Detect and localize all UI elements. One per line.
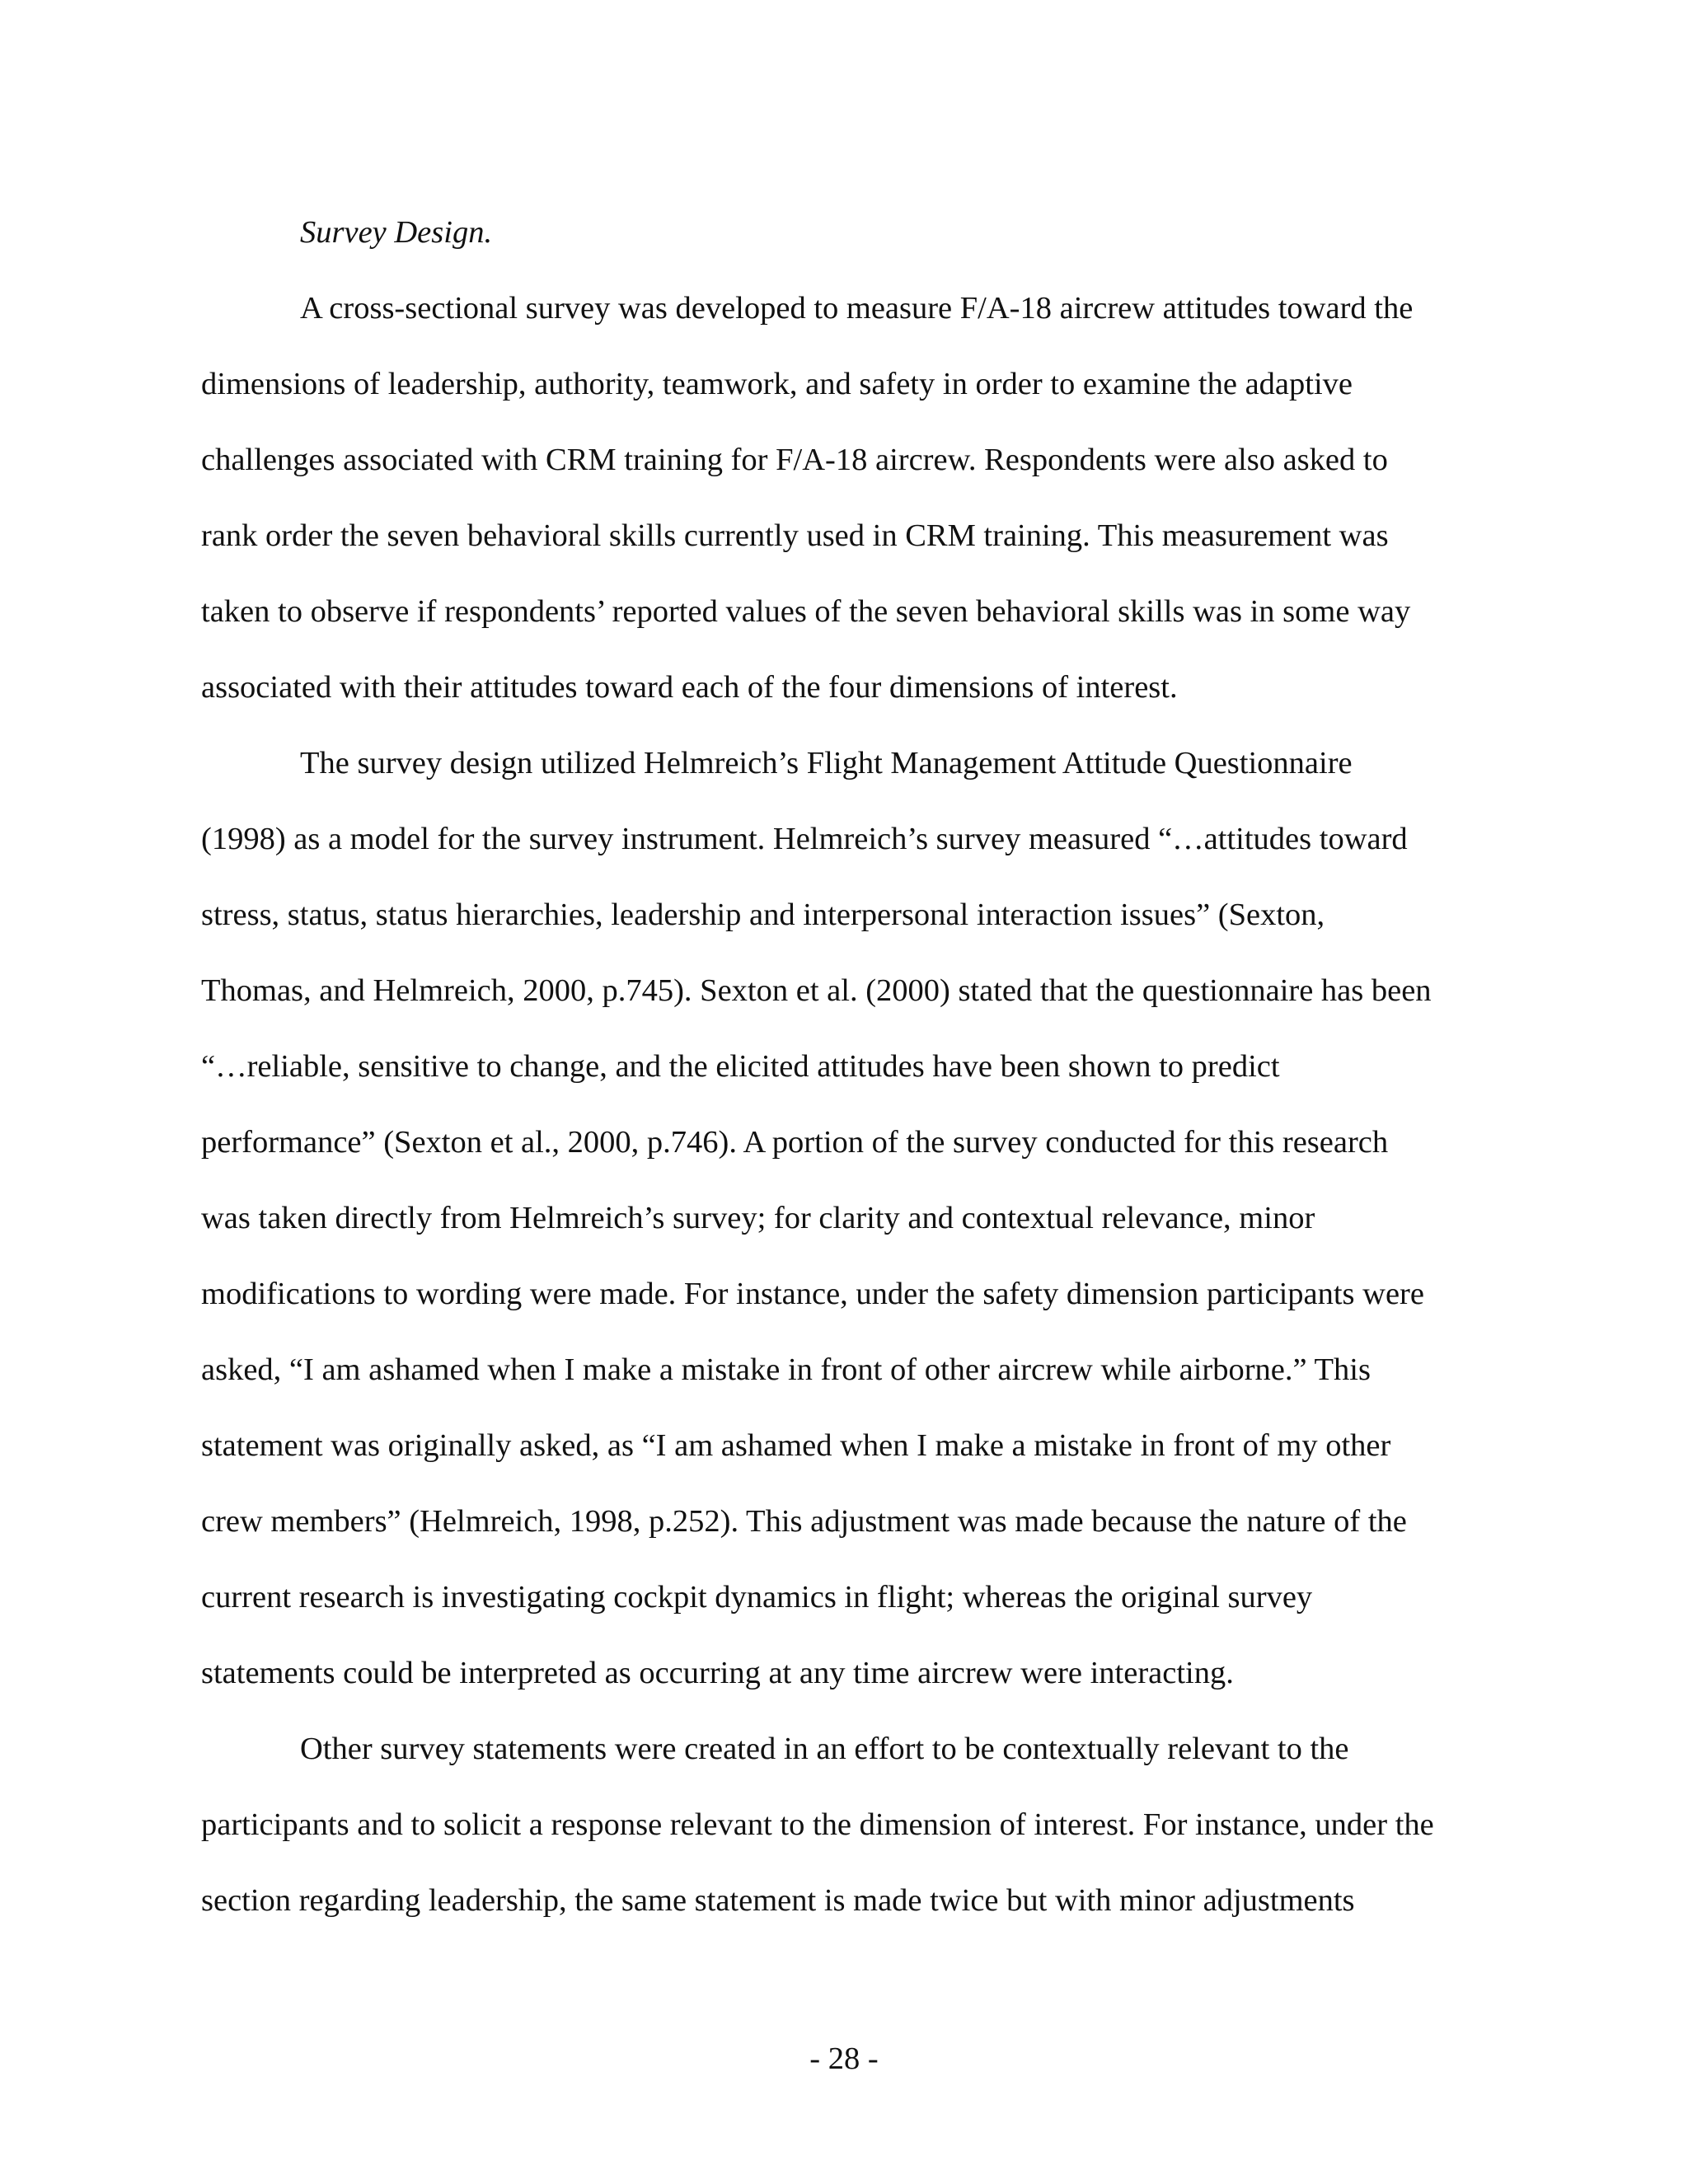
paragraph-2-line-2: (1998) as a model for the survey instrument. Helmreich’s survey measured “…attitudes toward: [201, 822, 1408, 856]
paragraph-2-line-6: performance” (Sexton et al., 2000, p.746). A portion of the survey conducted for this research: [201, 1125, 1389, 1160]
paragraph-1-line-4: rank order the seven behavioral skills currently used in CRM training. This measurement was: [201, 518, 1389, 553]
paragraph-2-line-13: statements could be interpreted as occurring at any time aircrew were interacting.: [201, 1656, 1234, 1690]
paragraph-1-line-6: associated with their attitudes toward each of the four dimensions of interest.: [201, 670, 1178, 705]
paragraph-2-line-8: modifications to wording were made. For instance, under the safety dimension participants were: [201, 1277, 1424, 1311]
paragraph-2-line-10: statement was originally asked, as “I am ashamed when I make a mistake in front of my other: [201, 1428, 1391, 1463]
paragraph-1-line-1: A cross-sectional survey was developed to measure F/A-18 aircrew attitudes toward the: [300, 291, 1414, 326]
paragraph-1-line-2: dimensions of leadership, authority, teamwork, and safety in order to examine the adaptive: [201, 367, 1353, 401]
body-text: [201, 194, 1503, 1938]
paragraph-2-line-9: asked, “I am ashamed when I make a mistake in front of other aircrew while airborne.” This: [201, 1352, 1371, 1387]
paragraph-1-line-3: challenges associated with CRM training for F/A-18 aircrew. Respondents were also asked to: [201, 443, 1388, 477]
paragraph-1-line-5: taken to observe if respondents’ reported values of the seven behavioral skills was in some way: [201, 594, 1411, 629]
paragraph-2-line-4: Thomas, and Helmreich, 2000, p.745). Sexton et al. (2000) stated that the questionnaire has been: [201, 973, 1432, 1008]
paragraph-2-line-1: The survey design utilized Helmreich’s Flight Management Attitude Questionnaire: [300, 746, 1353, 780]
paragraph-2-line-12: current research is investigating cockpit dynamics in flight; whereas the original survey: [201, 1580, 1313, 1615]
page-number: - 28 -: [809, 2041, 879, 2076]
paragraph-2-line-5: “…reliable, sensitive to change, and the elicited attitudes have been shown to predict: [201, 1049, 1280, 1084]
paragraph-3-line-3: section regarding leadership, the same statement is made twice but with minor adjustments: [201, 1883, 1355, 1918]
paragraph-2-line-11: crew members” (Helmreich, 1998, p.252). This adjustment was made because the nature of the: [201, 1504, 1407, 1539]
section-heading: Survey Design.: [300, 215, 493, 250]
paragraph-2-line-3: stress, status, status hierarchies, leadership and interpersonal interaction issues” (Sexton,: [201, 898, 1325, 932]
paragraph-3-line-1: Other survey statements were created in an effort to be contextually relevant to the: [300, 1732, 1349, 1766]
paragraph-3-line-2: participants and to solicit a response relevant to the dimension of interest. For instance, under the: [201, 1807, 1434, 1842]
paragraph-2-line-7: was taken directly from Helmreich’s survey; for clarity and contextual relevance, minor: [201, 1201, 1315, 1235]
